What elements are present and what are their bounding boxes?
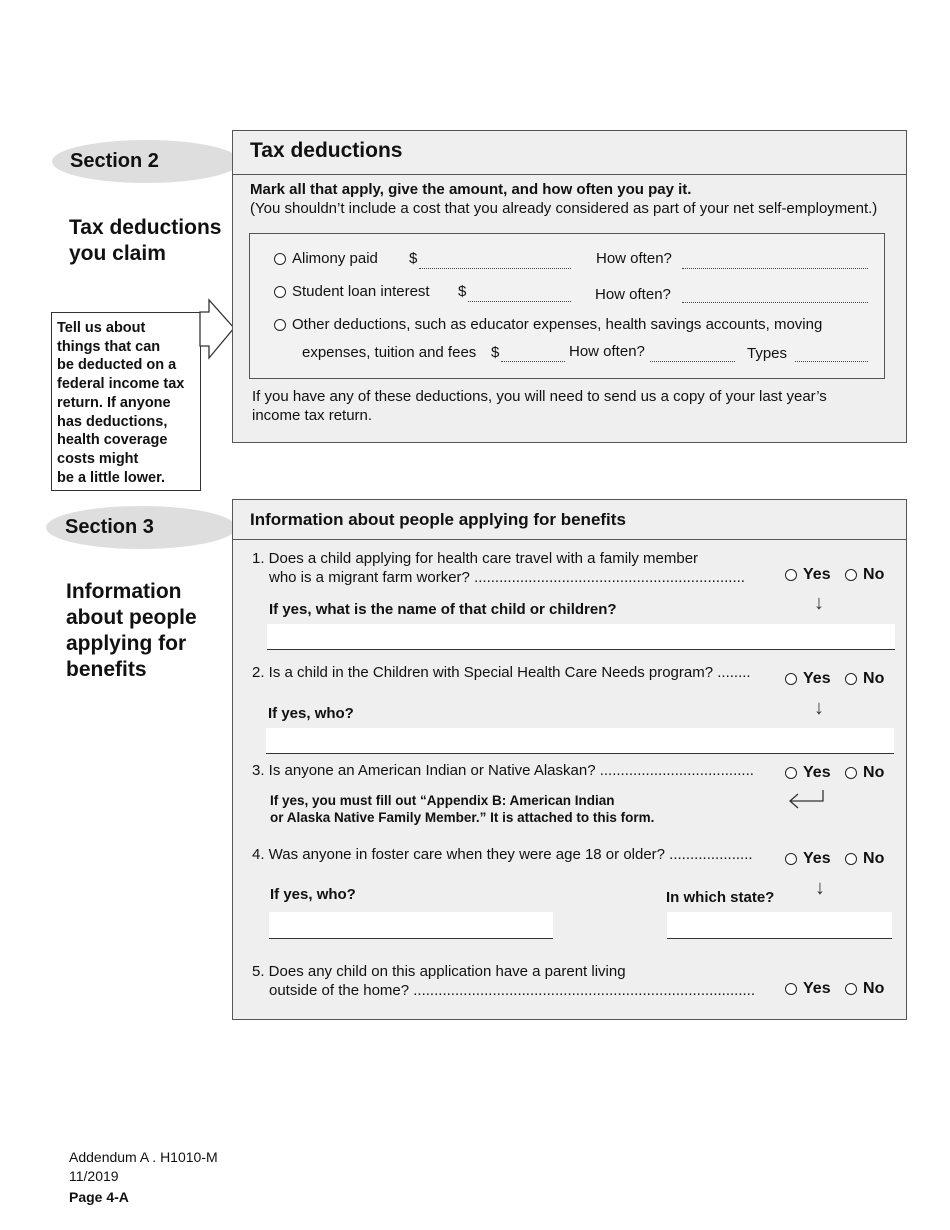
callout-line: has deductions,: [57, 413, 168, 430]
q3-yes-radio[interactable]: [785, 767, 797, 779]
q3-followup-line-1: If yes, you must fill out “Appendix B: American Indian: [270, 793, 615, 808]
other-deductions-radio[interactable]: [274, 319, 286, 331]
other-deductions-how-often-field[interactable]: [650, 361, 735, 362]
other-deductions-types-label: Types: [747, 345, 788, 362]
q4-text-line-1: 4. Was anyone in foster care when they were age 18 or older? ....................: [252, 846, 753, 863]
section-3-label: [46, 506, 236, 549]
q4-no-option[interactable]: [845, 850, 884, 868]
side-title-line: Tax deductions: [69, 216, 222, 239]
other-deductions-row: [274, 316, 822, 333]
deductions-options-panel: [249, 233, 885, 379]
q2-who-field[interactable]: [266, 728, 894, 754]
tax-deductions-title: Tax deductions: [250, 139, 403, 162]
callout-line: federal income tax: [57, 376, 185, 393]
q4-yes-option[interactable]: [785, 850, 831, 868]
page-footer: [69, 1148, 218, 1207]
q3-text-line-1: 3. Is anyone an American Indian or Native Alaskan? .....................................: [252, 762, 754, 779]
yes-label: Yes: [803, 566, 831, 583]
q1-no-radio[interactable]: [845, 569, 857, 581]
deductions-instruction: Mark all that apply, give the amount, and how often you pay it.: [250, 181, 692, 198]
q3-followup-line-2: or Alaska Native Family Member.” It is attached to this form.: [270, 810, 655, 825]
yes-label: Yes: [803, 980, 831, 997]
q5-text-line-2: outside of the home? ..................................................................................: [269, 982, 755, 999]
other-deductions-how-often-label: How often?: [569, 343, 645, 360]
q4-yes-radio[interactable]: [785, 853, 797, 865]
yes-label: Yes: [803, 850, 831, 867]
q5-yes-option[interactable]: [785, 980, 831, 998]
q2-yes-radio[interactable]: [785, 673, 797, 685]
callout-line: things that can: [57, 338, 161, 355]
student-loan-amount-field[interactable]: [468, 301, 571, 302]
q4-no-radio[interactable]: [845, 853, 857, 865]
q3-return-arrow-icon: [787, 788, 827, 814]
callout-line: be a little lower.: [57, 469, 165, 486]
section-3-label-text: Section 3: [65, 516, 154, 538]
q2-no-radio[interactable]: [845, 673, 857, 685]
footer-form-id: Addendum A . H1010-M: [69, 1149, 218, 1165]
q2-yes-option[interactable]: [785, 670, 831, 688]
yes-label: Yes: [803, 670, 831, 687]
q1-no-option[interactable]: [845, 566, 884, 584]
callout-line: be deducted on a: [57, 357, 177, 374]
q5-no-radio[interactable]: [845, 983, 857, 995]
section-2-label: [52, 140, 240, 183]
q4-followup-who: If yes, who?: [270, 886, 356, 903]
other-deductions-label-2: expenses, tuition and fees: [302, 344, 477, 361]
q4-down-arrow-icon: ↓: [815, 877, 825, 899]
q1-yes-no: [785, 566, 894, 584]
q2-followup: If yes, who?: [268, 705, 354, 722]
side-title-line: you claim: [69, 242, 166, 265]
q5-yes-radio[interactable]: [785, 983, 797, 995]
callout-line: return. If anyone: [57, 394, 171, 411]
student-loan-radio[interactable]: [274, 286, 286, 298]
alimony-how-often-label: How often?: [596, 250, 672, 267]
tax-deductions-header: [233, 131, 906, 175]
q4-state-field[interactable]: [667, 912, 892, 939]
alimony-radio[interactable]: [274, 253, 286, 265]
student-loan-how-often-field[interactable]: [682, 302, 868, 303]
q1-yes-option[interactable]: [785, 566, 831, 584]
alimony-row: [274, 250, 378, 267]
student-loan-row: [274, 283, 430, 300]
side-title-line: about people: [66, 606, 197, 629]
footer-page-number: Page 4-A: [69, 1189, 129, 1205]
q4-who-field[interactable]: [269, 912, 553, 939]
applicants-info-header: [233, 500, 906, 540]
alimony-how-often-field[interactable]: [682, 268, 868, 269]
q1-text-line-1: 1. Does a child applying for health care travel with a family member: [252, 550, 699, 567]
no-label: No: [863, 670, 885, 687]
no-label: No: [863, 566, 885, 583]
callout-line: health coverage: [57, 432, 168, 449]
section-2-side-title: [69, 215, 221, 267]
other-deductions-label: Other deductions, such as educator expenses, health savings accounts, moving: [292, 316, 823, 333]
yes-label: Yes: [803, 764, 831, 781]
q1-followup: If yes, what is the name of that child or children?: [269, 601, 617, 618]
alimony-label: Alimony paid: [292, 250, 378, 267]
tax-deductions-box: [232, 130, 907, 443]
q2-no-option[interactable]: [845, 670, 884, 688]
student-loan-label: Student loan interest: [292, 283, 430, 300]
q5-no-option[interactable]: [845, 980, 884, 998]
no-label: No: [863, 850, 885, 867]
callout-line: Tell us about: [57, 320, 146, 336]
section-3-side-title: [66, 579, 197, 683]
section-2-label-text: Section 2: [70, 150, 159, 172]
callout-line: costs might: [57, 450, 139, 467]
other-deductions-types-field[interactable]: [795, 361, 868, 362]
other-deductions-currency: $: [491, 344, 500, 361]
q3-yes-no: [785, 764, 894, 782]
q1-children-names-field[interactable]: [267, 624, 895, 650]
alimony-currency: $: [409, 250, 418, 267]
q1-down-arrow-icon: ↓: [814, 592, 824, 614]
q3-no-radio[interactable]: [845, 767, 857, 779]
alimony-amount-field[interactable]: [419, 268, 571, 269]
q3-yes-option[interactable]: [785, 764, 831, 782]
q1-text-line-2: who is a migrant farm worker? .................................................................: [269, 569, 745, 586]
q4-followup-state: In which state?: [666, 889, 775, 906]
q4-yes-no: [785, 850, 894, 868]
deductions-callout: [51, 312, 201, 491]
student-loan-currency: $: [458, 283, 467, 300]
q3-no-option[interactable]: [845, 764, 884, 782]
side-title-line: Information: [66, 580, 182, 603]
applicants-info-box: [232, 499, 907, 1020]
q2-text-line-1: 2. Is a child in the Children with Special Health Care Needs program? ........: [252, 664, 751, 681]
deductions-note-line-1: If you have any of these deductions, you will need to send us a copy of your last year’s: [252, 388, 827, 405]
side-title-line: applying for: [66, 632, 187, 655]
q2-down-arrow-icon: ↓: [814, 697, 824, 719]
applicants-info-title: Information about people applying for benefits: [250, 510, 626, 529]
deductions-instruction-note: (You shouldn’t include a cost that you already considered as part of your net self-employment.): [250, 200, 878, 217]
q2-yes-no: [785, 670, 894, 688]
footer-date: 11/2019: [69, 1168, 119, 1184]
no-label: No: [863, 980, 885, 997]
student-loan-how-often-label: How often?: [595, 286, 671, 303]
other-deductions-amount-field[interactable]: [501, 361, 565, 362]
no-label: No: [863, 764, 885, 781]
side-title-line: benefits: [66, 658, 147, 681]
q1-yes-radio[interactable]: [785, 569, 797, 581]
q5-text-line-1: 5. Does any child on this application have a parent living: [252, 963, 626, 980]
q5-yes-no: [785, 980, 894, 998]
deductions-note-line-2: income tax return.: [252, 407, 373, 424]
